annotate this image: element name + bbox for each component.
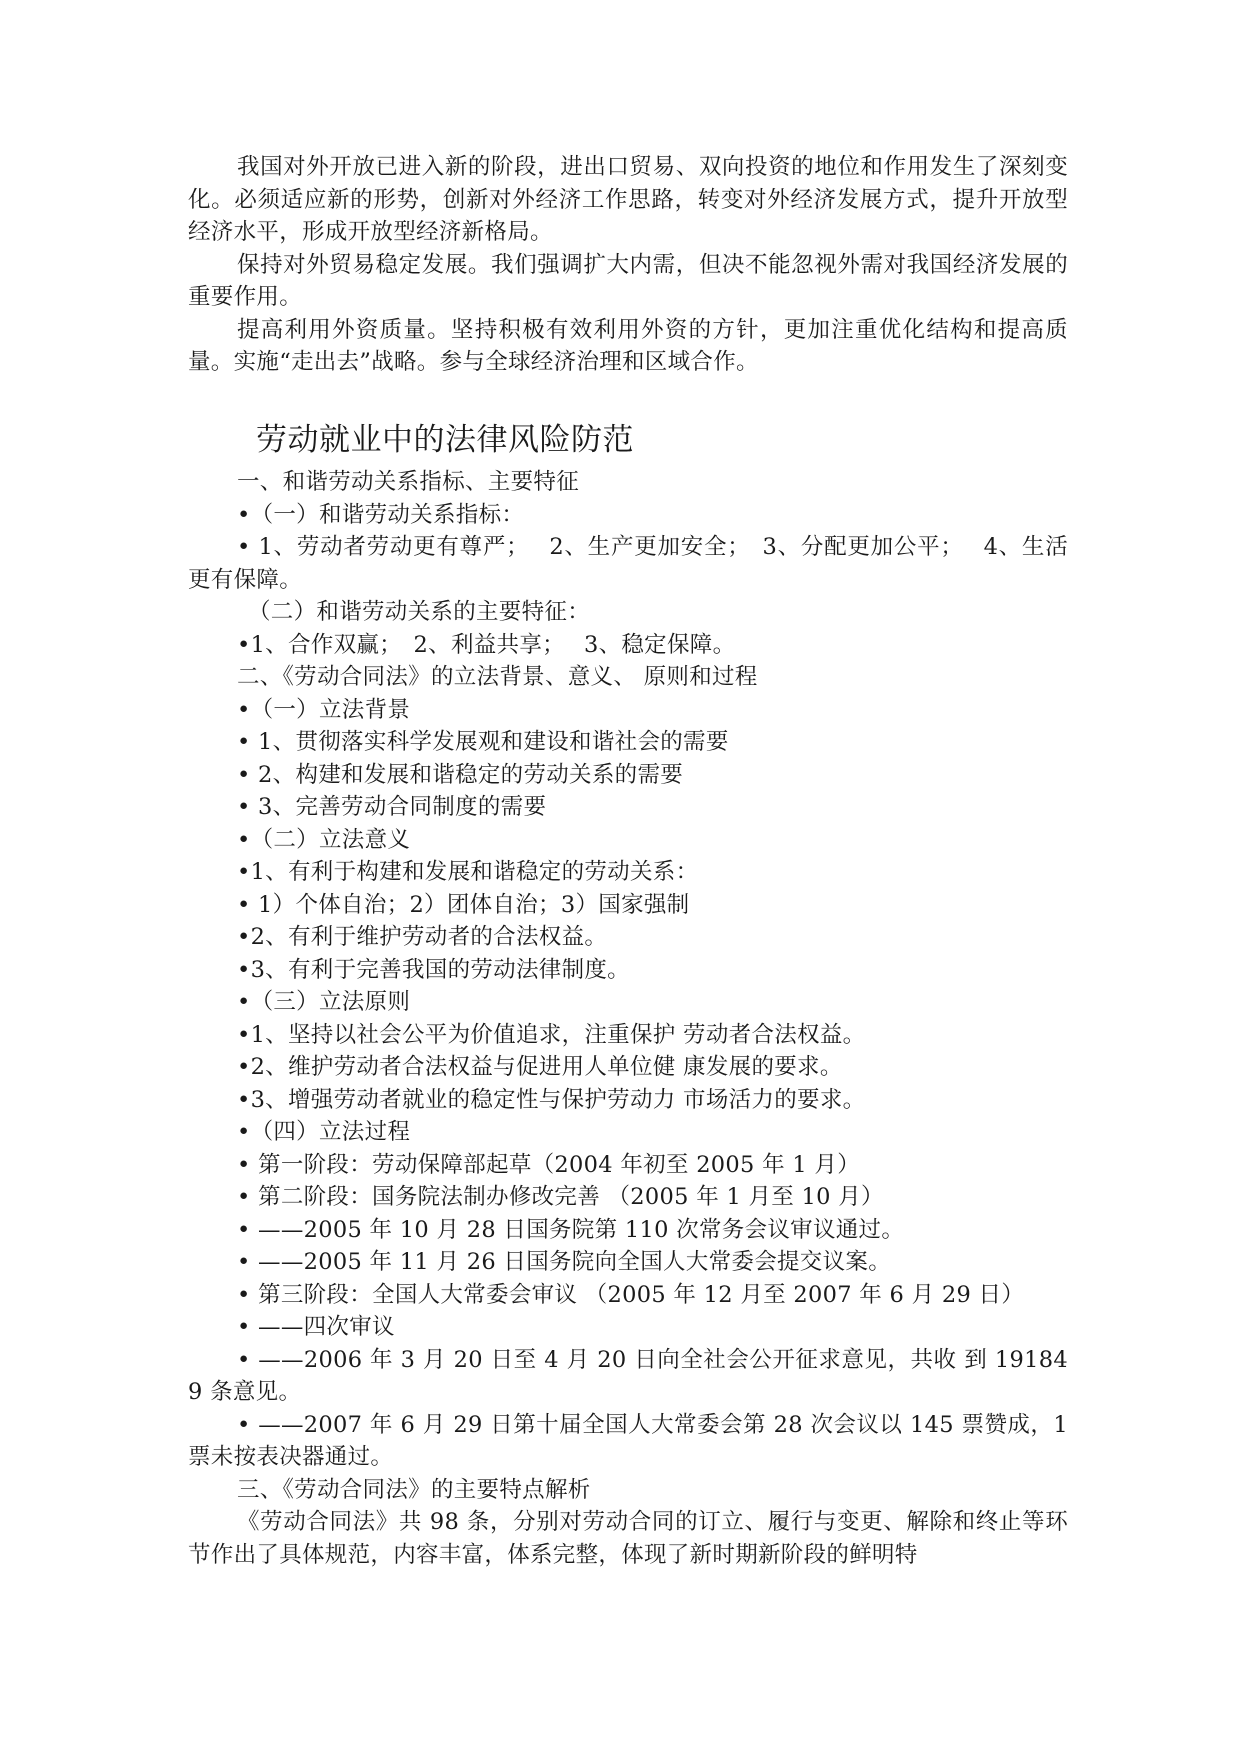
list-item: •（一）和谐劳动关系指标： — [237, 501, 525, 528]
list-item: • 1、贯彻落实科学发展观和建设和谐社会的需要 — [237, 729, 729, 755]
list-item: •（一）立法背景 — [237, 696, 411, 723]
list-item: •（二）立法意义 — [237, 826, 411, 853]
list-item: •3、有利于完善我国的劳动法律制度。 — [237, 956, 630, 983]
intro-paragraph: 提高利用外资质量。坚持积极有效利用外资的方针，更加注重优化结构和提高质量。实施“走出去”战略。参与全球经济治理和区域合作。 — [188, 316, 1068, 375]
heading-line: 三、《劳动合同法》的主要特点解析 — [237, 1476, 591, 1503]
heading-line: 一、和谐劳动关系指标、主要特征 — [237, 469, 580, 495]
list-item: • ——2007 年 6 月 29 日第十届全国人大常委会第 28 次会议以 145 票赞成，1 票未按表决器通过。 — [188, 1411, 1068, 1470]
body-paragraph: 《劳动合同法》共 98 条，分别对劳动合同的订立、履行与变更、解除和终止等环节作出了具体规范，内容丰富，体系完整，体现了新时期新阶段的鲜明特 — [188, 1509, 1068, 1568]
list-item: •（三）立法原则 — [237, 989, 411, 1015]
list-item: •1、合作双赢； 2、利益共享； 3、稳定保障。 — [237, 631, 736, 658]
list-item: • 1）个体自治；2）团体自治；3）国家强制 — [237, 891, 690, 918]
list-item: •2、维护劳动者合法权益与促进用人单位健 康发展的要求。 — [237, 1054, 843, 1080]
list-item: •1、坚持以社会公平为价值追求，注重保护 劳动者合法权益。 — [237, 1021, 866, 1048]
list-item: • 第一阶段：劳动保障部起草（2004 年初至 2005 年 1 月） — [237, 1151, 861, 1178]
main-section — [188, 466, 1068, 1571]
list-item: • 3、完善劳动合同制度的需要 — [237, 794, 547, 820]
intro-paragraph: 保持对外贸易稳定发展。我们强调扩大内需，但决不能忽视外需对我国经济发展的重要作用。 — [188, 251, 1068, 310]
section-title: 劳动就业中的法律风险防范 — [256, 422, 634, 458]
list-item: • ——四次审议 — [237, 1314, 395, 1340]
list-item: •3、增强劳动者就业的稳定性与保护劳动力 市场活力的要求。 — [237, 1086, 866, 1113]
list-item: • 2、构建和发展和谐稳定的劳动关系的需要 — [237, 761, 684, 788]
list-item: • 第三阶段：全国人大常委会审议 （2005 年 12 月至 2007 年 6 月 29 日） — [237, 1281, 1025, 1308]
heading-line: 二、《劳动合同法》的立法背景、意义、 原则和过程 — [237, 664, 758, 690]
list-item: •（四）立法过程 — [237, 1119, 411, 1145]
list-item: • 第二阶段：国务院法制办修改完善 （2005 年 1 月至 10 月） — [237, 1184, 884, 1210]
list-item: • ——2006 年 3 月 20 日至 4 月 20 日向全社会公开征求意见，共收 到 191849 条意见。 — [188, 1346, 1068, 1405]
intro-paragraph: 我国对外开放已进入新的阶段，进出口贸易、双向投资的地位和作用发生了深刻变化。必须适应新的形势，创新对外经济工作思路，转变对外经济发展方式，提升开放型经济水平，形成开放型经济新格局。 — [188, 154, 1068, 245]
list-item: •1、有利于构建和发展和谐稳定的劳动关系： — [237, 859, 699, 885]
list-item: •2、有利于维护劳动者的合法权益。 — [237, 924, 608, 950]
list-item: （二）和谐劳动关系的主要特征： — [248, 599, 591, 625]
list-item: • ——2005 年 11 月 26 日国务院向全国人大常委会提交议案。 — [237, 1249, 892, 1275]
list-item: • ——2005 年 10 月 28 日国务院第 110 次常务会议审议通过。 — [237, 1216, 905, 1243]
intro-section — [188, 151, 1068, 379]
list-item: • 1、劳动者劳动更有尊严； 2、生产更加安全； 3、分配更加公平； 4、生活更有保障。 — [188, 534, 1068, 593]
